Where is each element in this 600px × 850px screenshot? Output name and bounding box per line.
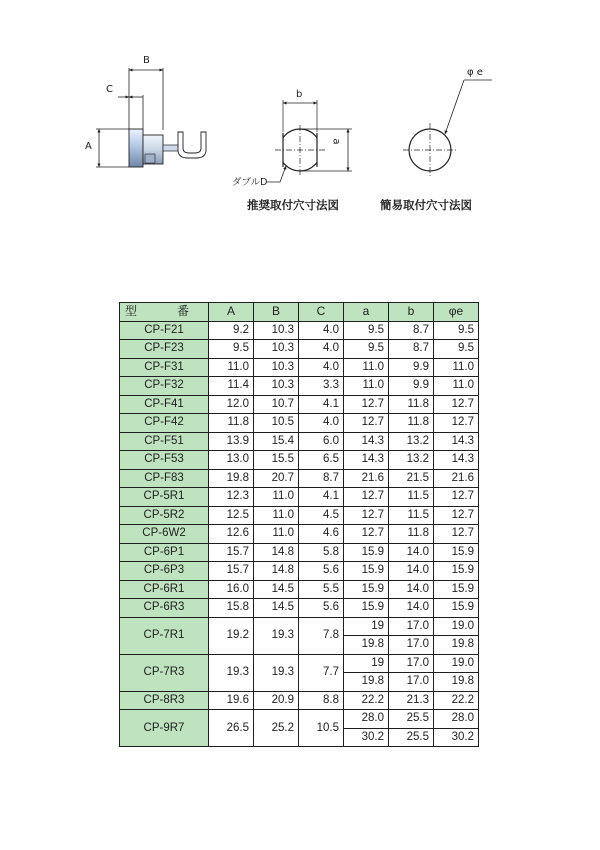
value-phi-e-cell: 19.0: [434, 617, 479, 636]
value-b-cell: 11.5: [389, 488, 434, 507]
value-phi-e-cell: 12.7: [434, 506, 479, 525]
value-C-cell: 6.5: [299, 451, 344, 470]
value-A-cell: 15.8: [209, 599, 254, 618]
value-C-cell: 4.1: [299, 488, 344, 507]
model-cell: CP-6W2: [120, 525, 209, 544]
value-phi-e-cell: 30.2: [434, 728, 479, 747]
model-cell: CP-F32: [120, 377, 209, 396]
value-C-cell: 5.6: [299, 599, 344, 618]
model-cell: CP-8R3: [120, 691, 209, 710]
value-b-cell: 14.0: [389, 580, 434, 599]
value-A-cell: 12.0: [209, 395, 254, 414]
value-a-cell: 15.9: [344, 580, 389, 599]
value-phi-e-cell: 12.7: [434, 395, 479, 414]
label-phi-e: φ e: [467, 67, 483, 78]
table-row: [120, 321, 479, 340]
value-A-cell: 12.5: [209, 506, 254, 525]
value-C-cell: 4.0: [299, 358, 344, 377]
value-A-cell: 26.5: [209, 710, 254, 747]
model-cell: CP-F83: [120, 469, 209, 488]
model-cell: CP-7R1: [120, 617, 209, 654]
model-cell: CP-F53: [120, 451, 209, 470]
caption-simple-hole: 簡易取付穴寸法図: [380, 198, 472, 212]
value-a-cell: 15.9: [344, 599, 389, 618]
table-row: [120, 377, 479, 396]
value-B-cell: 11.0: [254, 525, 299, 544]
dimension-drawings: [0, 0, 600, 230]
value-b-cell: 11.5: [389, 506, 434, 525]
value-C-cell: 7.7: [299, 654, 344, 691]
model-cell: CP-5R1: [120, 488, 209, 507]
table-row: [120, 488, 479, 507]
table-row: [120, 451, 479, 470]
header-C: C: [299, 303, 344, 322]
value-A-cell: 13.0: [209, 451, 254, 470]
model-cell: CP-6P1: [120, 543, 209, 562]
table-row: [120, 506, 479, 525]
header-b: b: [389, 303, 434, 322]
value-phi-e-cell: 22.2: [434, 691, 479, 710]
value-b-cell: 17.0: [389, 654, 434, 673]
table-row: [120, 340, 479, 359]
value-phi-e-cell: 15.9: [434, 543, 479, 562]
table-row: [120, 469, 479, 488]
header-B: B: [254, 303, 299, 322]
value-b-cell: 14.0: [389, 562, 434, 581]
value-C-cell: 7.8: [299, 617, 344, 654]
table-row: [120, 599, 479, 618]
value-B-cell: 10.3: [254, 358, 299, 377]
table-row: [120, 710, 479, 729]
value-a-cell: 19.8: [344, 636, 389, 655]
value-C-cell: 4.6: [299, 525, 344, 544]
label-B: B: [143, 55, 150, 66]
value-phi-e-cell: 14.3: [434, 432, 479, 451]
simple-hole-view: [403, 80, 492, 177]
value-C-cell: 8.8: [299, 691, 344, 710]
value-b-cell: 13.2: [389, 432, 434, 451]
value-A-cell: 12.3: [209, 488, 254, 507]
label-A: A: [85, 141, 92, 152]
value-A-cell: 11.8: [209, 414, 254, 433]
header-phi-e: φe: [434, 303, 479, 322]
value-A-cell: 16.0: [209, 580, 254, 599]
model-cell: CP-5R2: [120, 506, 209, 525]
value-phi-e-cell: 19.8: [434, 673, 479, 692]
value-a-cell: 22.2: [344, 691, 389, 710]
value-phi-e-cell: 12.7: [434, 488, 479, 507]
value-b-cell: 11.8: [389, 414, 434, 433]
table-row: [120, 414, 479, 433]
value-B-cell: 25.2: [254, 710, 299, 747]
table-row: [120, 543, 479, 562]
side-view: [96, 68, 206, 167]
value-A-cell: 15.7: [209, 562, 254, 581]
table-row: [120, 525, 479, 544]
value-phi-e-cell: 9.5: [434, 321, 479, 340]
value-phi-e-cell: 9.5: [434, 340, 479, 359]
value-b-cell: 21.3: [389, 691, 434, 710]
value-a-cell: 15.9: [344, 543, 389, 562]
table-row: [120, 691, 479, 710]
value-B-cell: 11.0: [254, 506, 299, 525]
value-A-cell: 19.6: [209, 691, 254, 710]
value-phi-e-cell: 15.9: [434, 599, 479, 618]
label-double-d: ダブルD: [232, 177, 268, 188]
value-B-cell: 20.7: [254, 469, 299, 488]
dimension-drawing-svg: [0, 0, 600, 230]
value-B-cell: 10.3: [254, 321, 299, 340]
value-phi-e-cell: 21.6: [434, 469, 479, 488]
dimension-table: [119, 302, 479, 747]
value-B-cell: 20.9: [254, 691, 299, 710]
value-b-cell: 17.0: [389, 617, 434, 636]
value-a-cell: 12.7: [344, 395, 389, 414]
value-b-cell: 21.5: [389, 469, 434, 488]
value-A-cell: 11.4: [209, 377, 254, 396]
value-a-cell: 14.3: [344, 451, 389, 470]
value-b-cell: 9.9: [389, 358, 434, 377]
model-cell: CP-6R1: [120, 580, 209, 599]
value-B-cell: 14.5: [254, 580, 299, 599]
value-a-cell: 9.5: [344, 340, 389, 359]
value-phi-e-cell: 11.0: [434, 358, 479, 377]
value-C-cell: 10.5: [299, 710, 344, 747]
model-cell: CP-7R3: [120, 654, 209, 691]
value-B-cell: 10.5: [254, 414, 299, 433]
model-cell: CP-F31: [120, 358, 209, 377]
model-cell: CP-F51: [120, 432, 209, 451]
value-b-cell: 8.7: [389, 321, 434, 340]
value-phi-e-cell: 12.7: [434, 525, 479, 544]
header-A: A: [209, 303, 254, 322]
value-B-cell: 10.3: [254, 377, 299, 396]
value-b-cell: 17.0: [389, 636, 434, 655]
value-a-cell: 28.0: [344, 710, 389, 729]
value-A-cell: 13.9: [209, 432, 254, 451]
value-B-cell: 15.4: [254, 432, 299, 451]
table-row: [120, 395, 479, 414]
value-B-cell: 19.3: [254, 654, 299, 691]
value-C-cell: 5.6: [299, 562, 344, 581]
value-a-cell: 21.6: [344, 469, 389, 488]
model-cell: CP-6P3: [120, 562, 209, 581]
value-C-cell: 4.0: [299, 414, 344, 433]
value-C-cell: 6.0: [299, 432, 344, 451]
value-A-cell: 11.0: [209, 358, 254, 377]
header-model: 型 番: [120, 303, 209, 322]
table-row: [120, 432, 479, 451]
value-b-cell: 9.9: [389, 377, 434, 396]
table-header-row: [120, 303, 479, 322]
value-a-cell: 11.0: [344, 377, 389, 396]
label-b: b: [296, 89, 303, 100]
table-row: [120, 580, 479, 599]
value-a-cell: 30.2: [344, 728, 389, 747]
value-phi-e-cell: 19.8: [434, 636, 479, 655]
value-a-cell: 12.7: [344, 506, 389, 525]
value-C-cell: 3.3: [299, 377, 344, 396]
value-phi-e-cell: 11.0: [434, 377, 479, 396]
value-B-cell: 14.8: [254, 543, 299, 562]
value-a-cell: 19.8: [344, 673, 389, 692]
value-A-cell: 9.2: [209, 321, 254, 340]
value-phi-e-cell: 12.7: [434, 414, 479, 433]
value-a-cell: 14.3: [344, 432, 389, 451]
value-A-cell: 19.2: [209, 617, 254, 654]
label-a: a: [330, 138, 342, 145]
value-b-cell: 17.0: [389, 673, 434, 692]
value-a-cell: 12.7: [344, 488, 389, 507]
caption-recommended-hole: 推奨取付穴寸法図: [247, 198, 339, 212]
model-cell: CP-9R7: [120, 710, 209, 747]
value-B-cell: 11.0: [254, 488, 299, 507]
table-row: [120, 562, 479, 581]
value-C-cell: 8.7: [299, 469, 344, 488]
model-cell: CP-6R3: [120, 599, 209, 618]
value-C-cell: 5.5: [299, 580, 344, 599]
label-C: C: [106, 84, 113, 95]
value-C-cell: 5.8: [299, 543, 344, 562]
value-a-cell: 19: [344, 617, 389, 636]
value-a-cell: 15.9: [344, 562, 389, 581]
value-a-cell: 11.0: [344, 358, 389, 377]
value-C-cell: 4.1: [299, 395, 344, 414]
value-phi-e-cell: 15.9: [434, 562, 479, 581]
value-a-cell: 9.5: [344, 321, 389, 340]
table-row: [120, 654, 479, 673]
value-phi-e-cell: 15.9: [434, 580, 479, 599]
value-C-cell: 4.0: [299, 340, 344, 359]
value-b-cell: 11.8: [389, 525, 434, 544]
value-A-cell: 19.3: [209, 654, 254, 691]
header-a: a: [344, 303, 389, 322]
value-A-cell: 15.7: [209, 543, 254, 562]
table-body: [120, 321, 479, 747]
value-B-cell: 10.3: [254, 340, 299, 359]
value-B-cell: 14.5: [254, 599, 299, 618]
value-B-cell: 10.7: [254, 395, 299, 414]
value-phi-e-cell: 28.0: [434, 710, 479, 729]
value-a-cell: 19: [344, 654, 389, 673]
value-b-cell: 11.8: [389, 395, 434, 414]
value-b-cell: 8.7: [389, 340, 434, 359]
model-cell: CP-F41: [120, 395, 209, 414]
value-b-cell: 25.5: [389, 728, 434, 747]
value-a-cell: 12.7: [344, 525, 389, 544]
value-C-cell: 4.5: [299, 506, 344, 525]
value-A-cell: 12.6: [209, 525, 254, 544]
value-C-cell: 4.0: [299, 321, 344, 340]
table-row: [120, 358, 479, 377]
value-b-cell: 14.0: [389, 543, 434, 562]
table-row: [120, 617, 479, 636]
value-b-cell: 13.2: [389, 451, 434, 470]
value-B-cell: 19.3: [254, 617, 299, 654]
value-B-cell: 14.8: [254, 562, 299, 581]
value-b-cell: 25.5: [389, 710, 434, 729]
value-b-cell: 14.0: [389, 599, 434, 618]
value-a-cell: 12.7: [344, 414, 389, 433]
value-B-cell: 15.5: [254, 451, 299, 470]
model-cell: CP-F23: [120, 340, 209, 359]
model-cell: CP-F42: [120, 414, 209, 433]
value-phi-e-cell: 14.3: [434, 451, 479, 470]
value-phi-e-cell: 19.0: [434, 654, 479, 673]
value-A-cell: 19.8: [209, 469, 254, 488]
value-A-cell: 9.5: [209, 340, 254, 359]
model-cell: CP-F21: [120, 321, 209, 340]
